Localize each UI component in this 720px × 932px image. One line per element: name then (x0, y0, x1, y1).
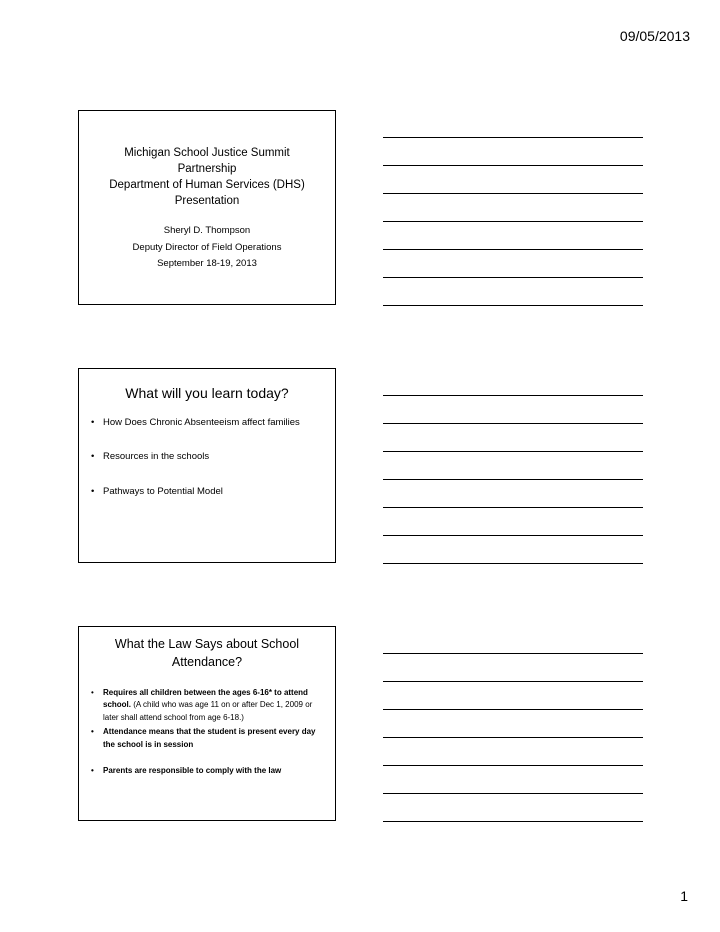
note-line (383, 793, 643, 794)
slide-3-title-line: What the Law Says about School (114, 637, 300, 651)
presenter-role: Deputy Director of Field Operations (132, 241, 282, 253)
note-line (383, 681, 643, 682)
slide-2 (78, 368, 336, 563)
note-line (383, 277, 643, 278)
slide-1-title-line: Department of Human Services (DHS) (109, 179, 305, 192)
slide-1-title (79, 145, 335, 209)
note-line (383, 507, 643, 508)
note-line (383, 451, 643, 452)
note-line (383, 653, 643, 654)
header-date: 09/05/2013 (619, 28, 690, 44)
note-line (383, 165, 643, 166)
presentation-date: September 18-19, 2013 (157, 258, 257, 270)
slide-2-bullet-list (91, 417, 325, 520)
slide-1 (78, 110, 336, 305)
bullet-item: • Pathways to Potential Model (91, 486, 325, 498)
note-line (383, 423, 643, 424)
presenter-name: Sheryl D. Thompson (163, 225, 251, 236)
slide-3-title (79, 635, 335, 671)
note-line (383, 709, 643, 710)
note-line (383, 563, 643, 564)
note-line (383, 249, 643, 250)
slide-1-subtitle (79, 223, 335, 273)
bullet-item: • How Does Chronic Absenteeism affect families (91, 417, 325, 429)
note-line (383, 305, 643, 306)
note-line (383, 479, 643, 480)
slide-1-title-line: Presentation (174, 195, 240, 208)
bullet-item: • Attendance means that the student is present every day the school is in session (91, 726, 325, 751)
slide-1-title-line: Partnership (177, 163, 237, 176)
note-line (383, 535, 643, 536)
note-line (383, 221, 643, 222)
note-line (383, 737, 643, 738)
note-line (383, 395, 643, 396)
note-line (383, 137, 643, 138)
slide-3 (78, 626, 336, 821)
slide-2-title: What will you learn today? (125, 385, 289, 401)
note-line (383, 193, 643, 194)
bullet-bold-text: Requires all children between the ages 6-16* to attend school. (103, 688, 308, 710)
bullet-item: • Resources in the schools (91, 451, 325, 463)
bullet-item (91, 687, 325, 724)
bullet-note-text: (A child who was age 11 on or after Dec 1, 2009 or later shall attend school from age 6-18.) (103, 700, 313, 722)
page-number: 1 (680, 888, 688, 904)
bullet-item: • Parents are responsible to comply with the law (91, 765, 325, 777)
note-line (383, 765, 643, 766)
slide-1-title-line: Michigan School Justice Summit (124, 147, 290, 159)
slide-3-title-line: Attendance? (171, 655, 243, 670)
slide-3-bullet-list (91, 687, 325, 779)
note-line (383, 821, 643, 822)
